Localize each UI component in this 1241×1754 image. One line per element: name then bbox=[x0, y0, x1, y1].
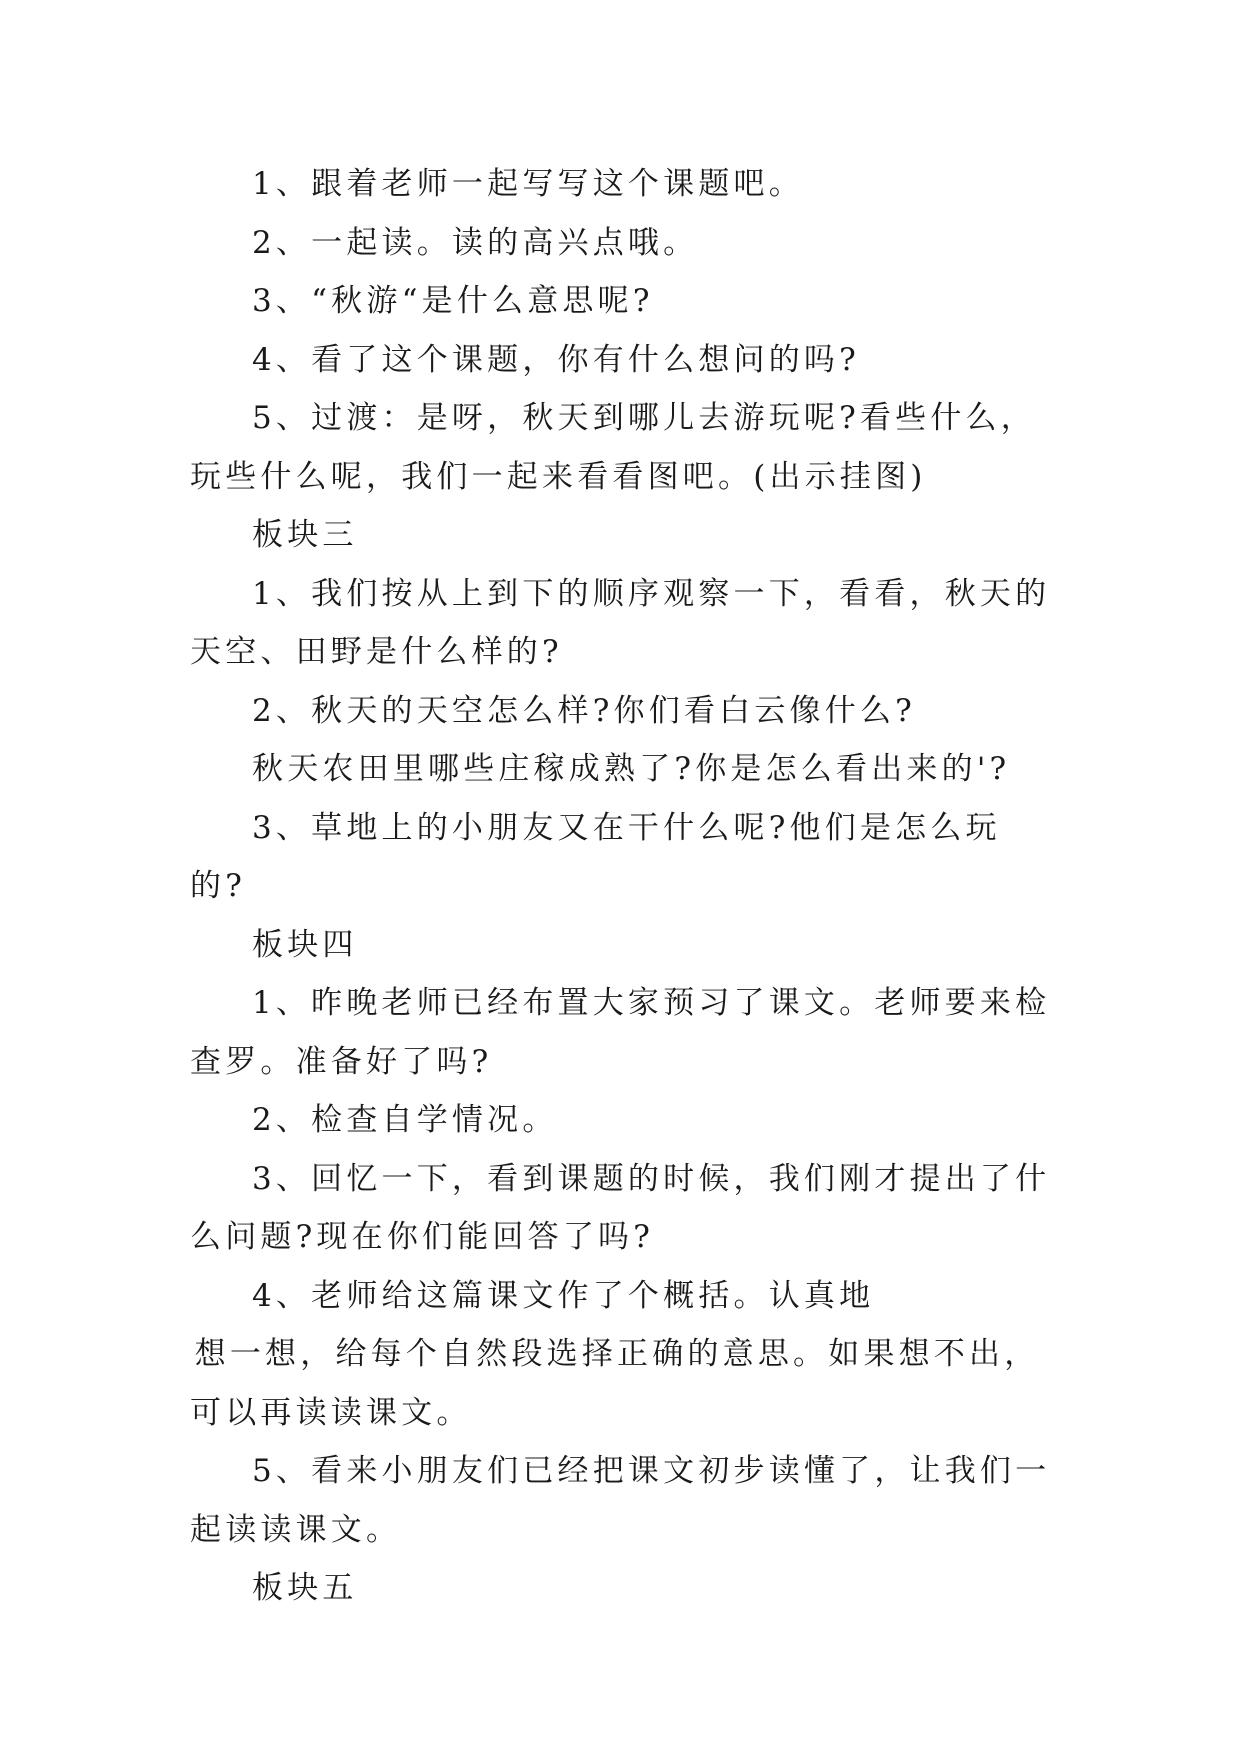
paragraph-15: 5、看来小朋友们已经把课文初步读懂了，让我们一起读读课文。 bbox=[190, 1453, 1051, 1548]
section-heading-4: 板块四 bbox=[252, 926, 358, 963]
section-heading-5: 板块五 bbox=[252, 1570, 358, 1606]
paragraph-8: 秋天农田里哪些庄稼成熟了?你是怎么看出来的'? bbox=[252, 751, 1011, 787]
paragraph-3: 3、“秋游“是什么意思呢? bbox=[252, 283, 654, 319]
paragraph-14: 想一想，给每个自然段选择正确的意思。如果想不出，可以再读读课文。 bbox=[190, 1336, 1040, 1431]
paragraph-11: 2、检查自学情况。 bbox=[252, 1102, 558, 1138]
paragraph-13: 4、老师给这篇课文作了个概括。认真地 bbox=[252, 1277, 875, 1314]
paragraph-12: 3、回忆一下，看到课题的时候，我们刚才提出了什么问题?现在你们能回答了吗? bbox=[190, 1160, 1051, 1255]
paragraph-4: 4、看了这个课题，你有什么想问的吗? bbox=[252, 341, 860, 378]
paragraph-1: 1、跟着老师一起写写这个课题吧。 bbox=[252, 166, 804, 202]
section-heading-3: 板块三 bbox=[252, 517, 358, 553]
paragraph-2: 2、一起读。读的高兴点哦。 bbox=[252, 224, 699, 261]
paragraph-5: 5、过渡：是呀，秋天到哪儿去游玩呢?看些什么，玩些什么呢，我们一起来看看图吧。(出示挂图) bbox=[190, 400, 1036, 495]
paragraph-7: 2、秋天的天空怎么样?你们看白云像什么? bbox=[252, 692, 916, 729]
paragraph-9: 3、草地上的小朋友又在干什么呢?他们是怎么玩的? bbox=[190, 809, 1001, 904]
paragraph-6: 1、我们按从上到下的顺序观察一下，看看，秋天的天空、田野是什么样的? bbox=[190, 575, 1051, 670]
document-body bbox=[190, 155, 1052, 1618]
paragraph-10: 1、昨晚老师已经布置大家预习了课文。老师要来检查罗。准备好了吗? bbox=[190, 985, 1051, 1080]
